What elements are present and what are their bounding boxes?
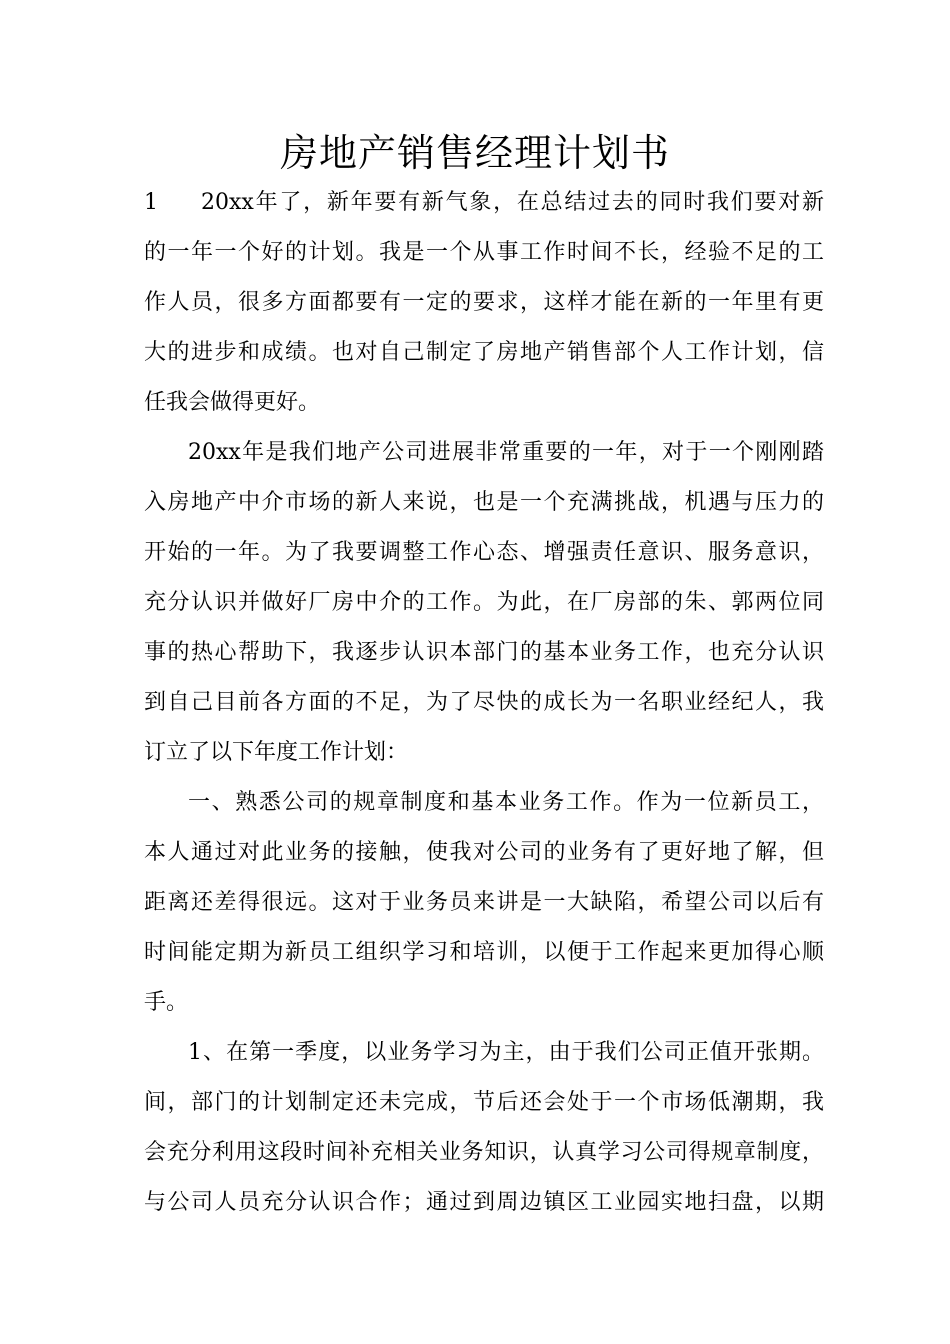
document-title: 房地产销售经理计划书 (279, 131, 670, 175)
paragraph-line: 时间能定期为新员工组织学习和培训，以便于工作起来更加得心顺 (144, 940, 824, 965)
paragraph-line: 一、熟悉公司的规章制度和基本业务工作。作为一位新员工， (188, 790, 824, 815)
paragraph-line-text: 20xx年了，新年要有新气象，在总结过去的同时我们要对新 (201, 190, 824, 215)
paragraph-line: 间，部门的计划制定还未完成，节后还会处于一个市场低潮期，我 (144, 1090, 824, 1115)
paragraph-line: 到自己目前各方面的不足，为了尽快的成长为一名职业经纪人，我 (144, 690, 824, 715)
paragraph-line (144, 178, 824, 228)
paragraph-line: 订立了以下年度工作计划： (144, 740, 409, 765)
paragraph-line: 大的进步和成绩。也对自己制定了房地产销售部个人工作计划，信 (144, 340, 824, 365)
paragraph-line: 的一年一个好的计划。我是一个从事工作时间不长，经验不足的工 (144, 240, 824, 265)
section-number: 1 (144, 190, 158, 215)
paragraph-line: 本人通过对此业务的接触，使我对公司的业务有了更好地了解，但 (144, 840, 824, 865)
paragraph-line: 与公司人员充分认识合作；通过到周边镇区工业园实地扫盘，以期 (144, 1190, 824, 1215)
document-body (144, 178, 824, 1228)
paragraph-line: 20xx年是我们地产公司进展非常重要的一年，对于一个刚刚踏 (188, 440, 824, 465)
paragraph-line: 入房地产中介市场的新人来说，也是一个充满挑战，机遇与压力的 (144, 490, 824, 515)
paragraph-line: 作人员，很多方面都要有一定的要求，这样才能在新的一年里有更 (144, 290, 824, 315)
paragraph-line: 任我会做得更好。 (144, 390, 321, 415)
paragraph-line: 事的热心帮助下，我逐步认识本部门的基本业务工作，也充分认识 (144, 640, 824, 665)
paragraph-line: 1、在第一季度，以业务学习为主，由于我们公司正值开张期。 (188, 1040, 824, 1065)
paragraph-line: 开始的一年。为了我要调整工作心态、增强责任意识、服务意识， (144, 540, 824, 565)
paragraph-line: 充分认识并做好厂房中介的工作。为此，在厂房部的朱、郭两位同 (144, 590, 824, 615)
paragraph-line: 会充分利用这段时间补充相关业务知识，认真学习公司得规章制度， (144, 1140, 824, 1165)
paragraph-line: 距离还差得很远。这对于业务员来讲是一大缺陷，希望公司以后有 (144, 890, 824, 915)
paragraph-line: 手。 (144, 990, 189, 1015)
